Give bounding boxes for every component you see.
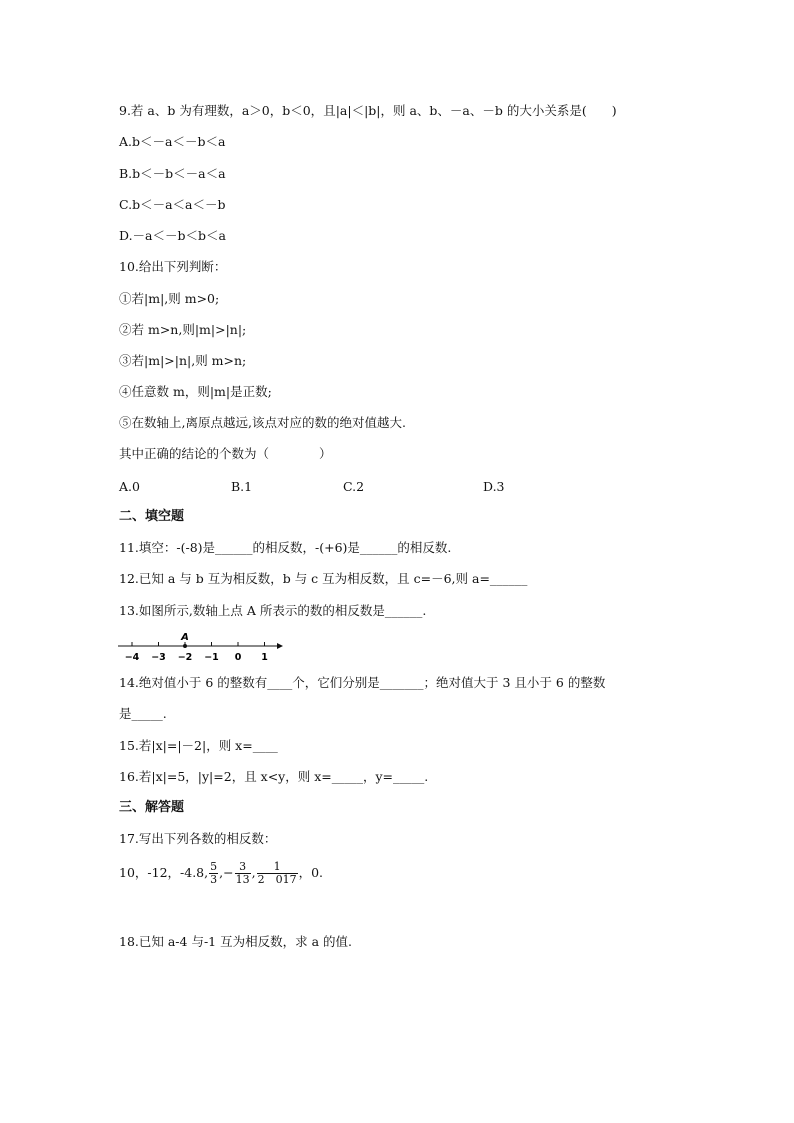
separator: , — [251, 865, 256, 880]
question-17-numbers — [119, 858, 323, 888]
question-10-item-3: ③若|m|>|n|,则 m>n; — [119, 353, 247, 368]
question-10-item-2: ②若 m>n,则|m|>|n|; — [119, 322, 247, 337]
question-10-prompt: 其中正确的结论的个数为（ ） — [119, 446, 332, 461]
question-9-stem: 9.若 a、b 为有理数，a＞0，b＜0，且|a|＜|b|，则 a、b、－a、－b 的大小关系是( ) — [119, 103, 617, 118]
question-12: 12.已知 a 与 b 互为相反数，b 与 c 互为相反数，且 c=－6,则 a=______ — [119, 571, 528, 586]
separator: , — [219, 865, 224, 880]
question-9-option-c: C.b＜－a＜a＜－b — [119, 197, 226, 212]
question-13: 13.如图所示,数轴上点 A 所表示的数的相反数是______. — [119, 603, 427, 618]
number-line-ticks — [132, 642, 265, 646]
section-heading-fill-in: 二、填空题 — [119, 509, 185, 524]
section-heading-solve: 三、解答题 — [119, 800, 185, 815]
tick-label: −4 — [124, 652, 140, 663]
point-a-marker — [183, 644, 187, 648]
fraction-five-thirds: $\frac{5}{3}$ — [210, 860, 218, 886]
question-14-line-2: 是_____. — [119, 706, 167, 721]
tick-label: 0 — [234, 652, 242, 663]
question-10-option-a: A.0 — [119, 479, 140, 494]
number-line-arrow — [277, 643, 283, 649]
question-10-item-5: ⑤在数轴上,离原点越远,该点对应的数的绝对值越大. — [119, 415, 406, 430]
negative-sign: − — [223, 865, 234, 880]
question-15: 15.若|x|=|－2|，则 x=____ — [119, 738, 278, 753]
question-10-item-4: ④任意数 m，则|m|是正数; — [119, 384, 272, 399]
tick-label: −3 — [151, 652, 166, 663]
question-18: 18.已知 a-4 与-1 互为相反数，求 a 的值. — [119, 934, 352, 949]
question-14-line-1: 14.绝对值小于 6 的整数有____个，它们分别是_______；绝对值大于 3 且小于 6 的整数 — [119, 675, 606, 690]
question-9-option-a: A.b＜－a＜－b＜a — [119, 134, 226, 149]
tick-label: 1 — [261, 652, 268, 663]
fraction-three-thirteenths: $\frac{3}{13}$ — [235, 860, 250, 886]
question-9-option-d: D.－a＜－b＜b＜a — [119, 228, 226, 243]
fraction-one-over-2017: $\frac{1}{2 017}$ — [257, 860, 297, 886]
number-line-figure — [115, 630, 285, 664]
question-10-stem: 10.给出下列判断： — [119, 259, 227, 274]
question-17-stem: 17.写出下列各数的相反数： — [119, 831, 277, 846]
numbers-prefix: 10，-12，-4.8, — [119, 865, 209, 880]
point-a-label: A — [181, 632, 189, 643]
question-10-option-b: B.1 — [231, 479, 253, 494]
question-10-option-c: C.2 — [343, 479, 365, 494]
question-10-option-d: D.3 — [483, 479, 505, 494]
question-16: 16.若|x|=5，|y|=2，且 x<y，则 x=_____，y=_____. — [119, 769, 429, 784]
question-11: 11.填空：-(-8)是______的相反数，-(+6)是______的相反数. — [119, 540, 452, 555]
question-10-item-1: ①若|m|,则 m>0; — [119, 291, 220, 306]
tick-label: −2 — [177, 652, 193, 663]
question-9-option-b: B.b＜－b＜－a＜a — [119, 166, 226, 181]
numbers-suffix: ，0. — [298, 865, 324, 880]
tick-label: −1 — [204, 652, 219, 663]
